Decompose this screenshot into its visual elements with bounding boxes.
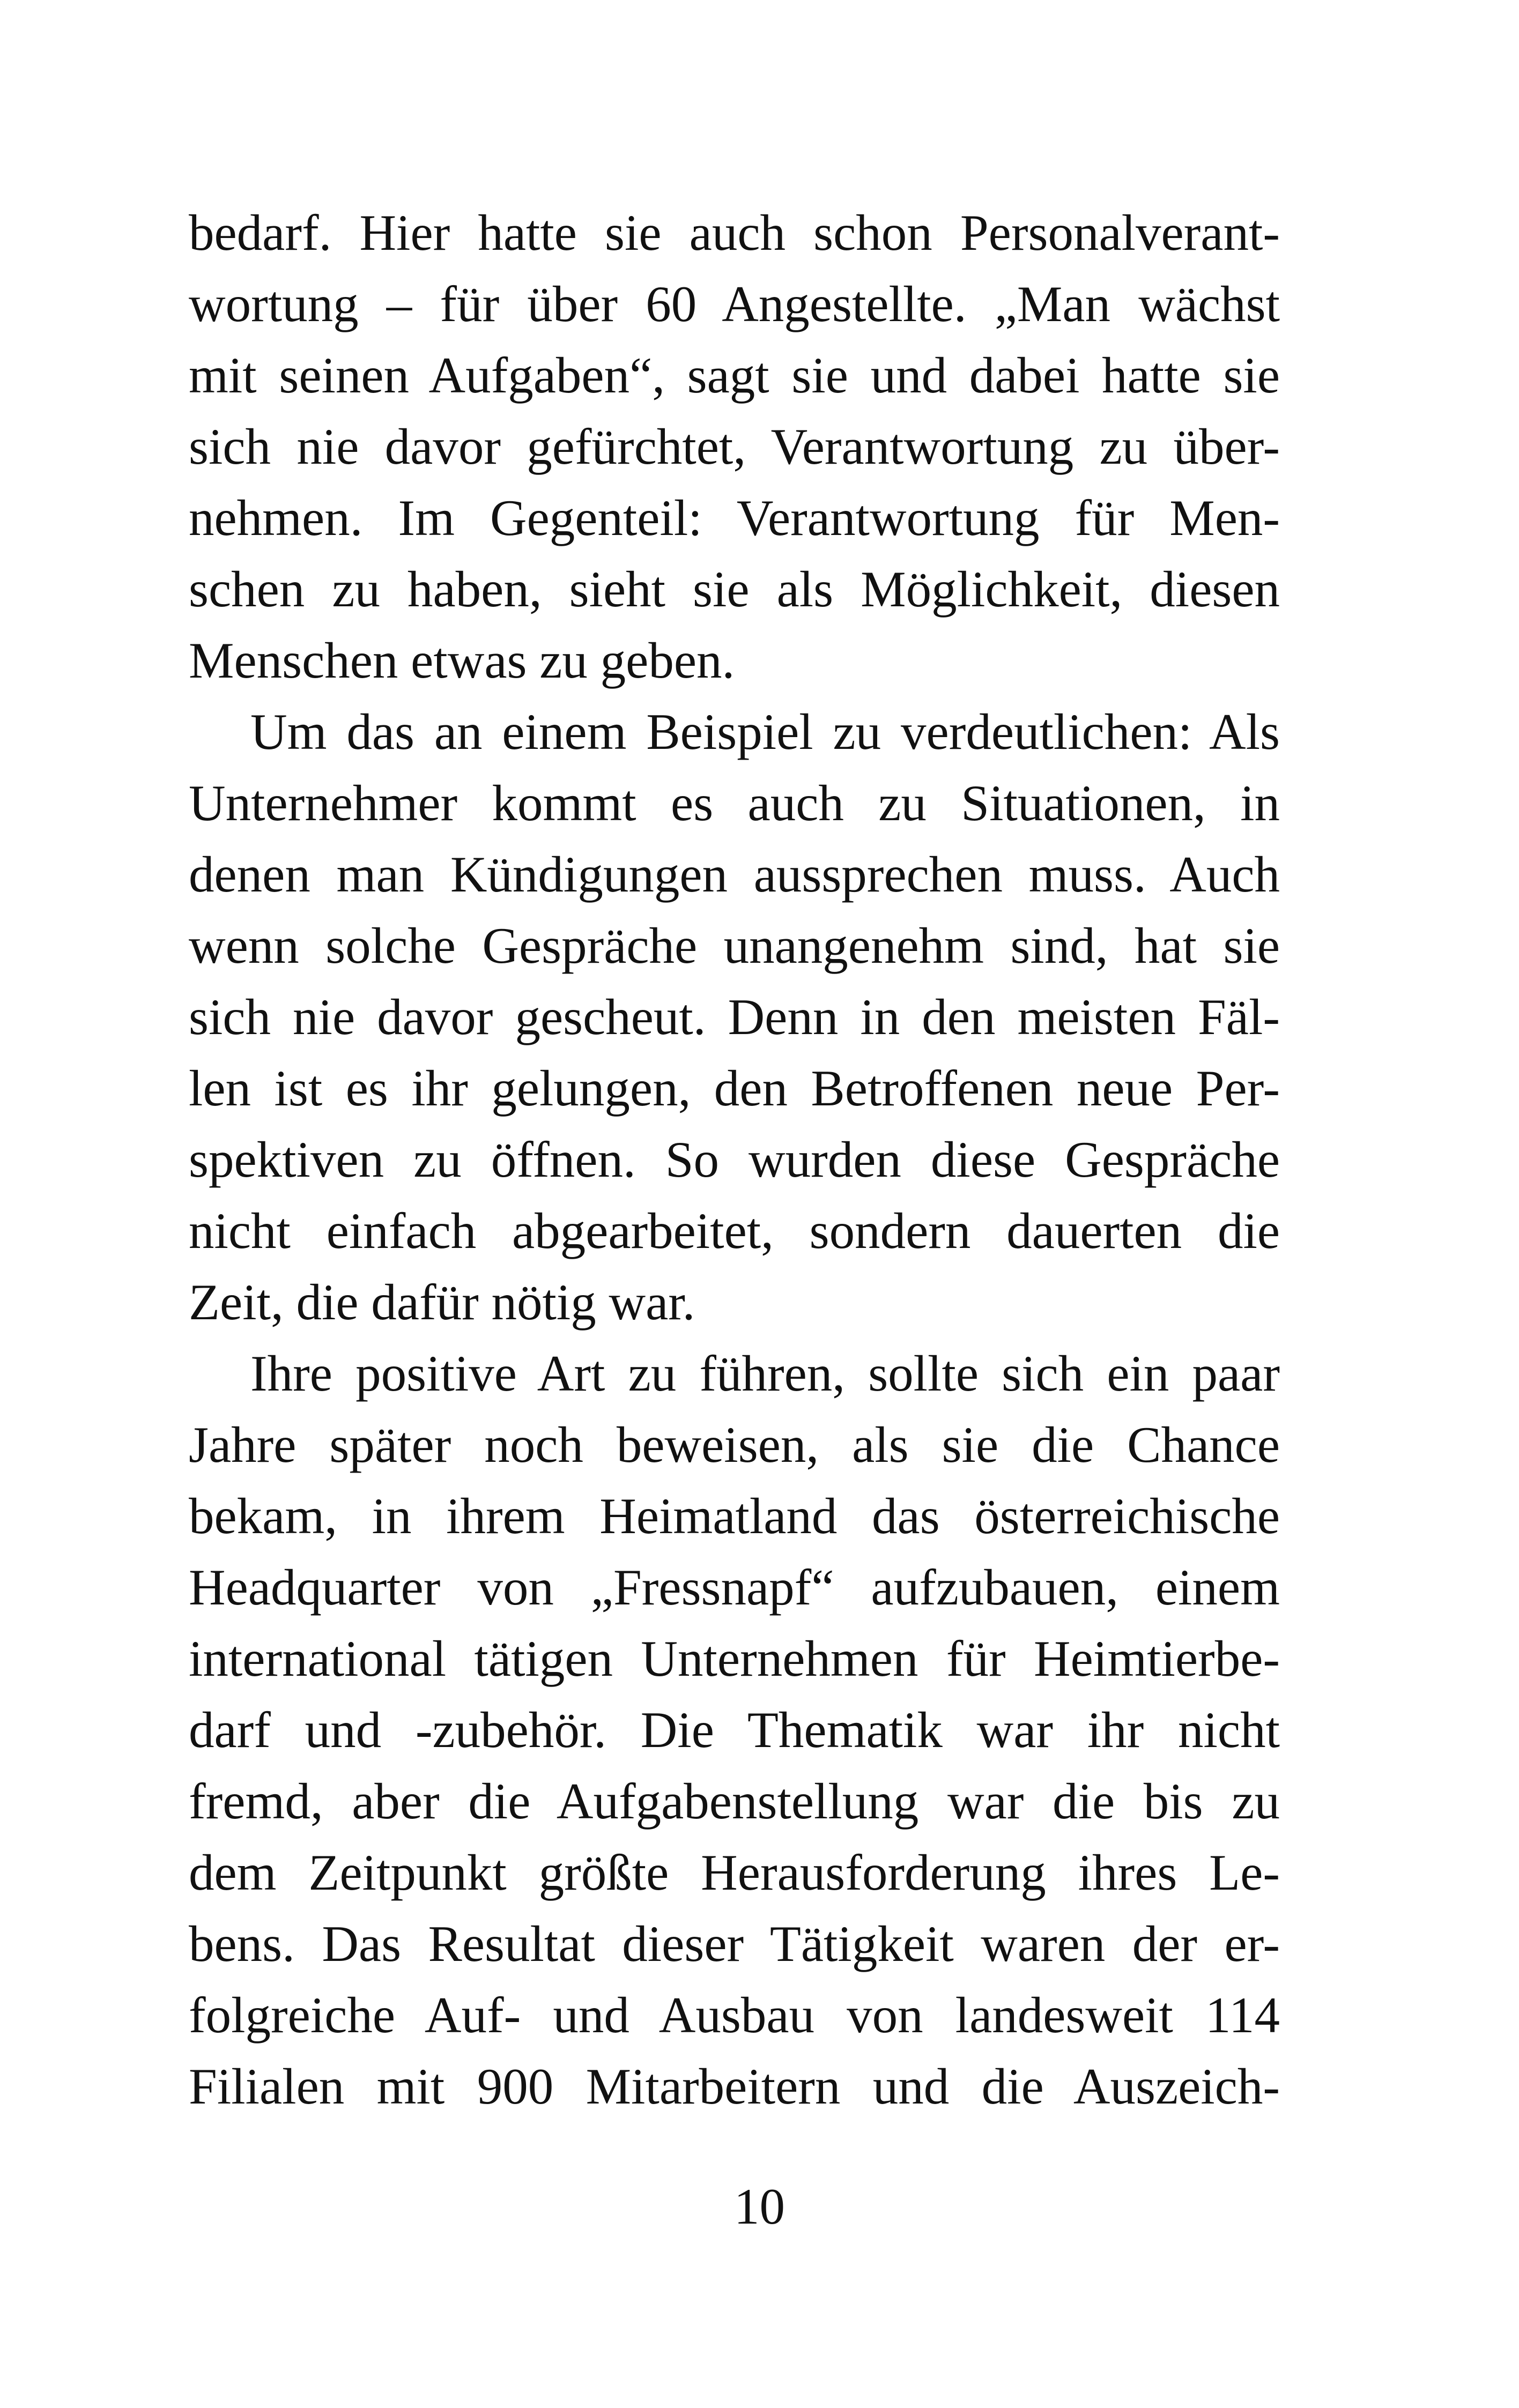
text-line: darf und -zubehör. Die Thematik war ihr nicht: [189, 1701, 1280, 1758]
text-line: Zeit, die dafür nötig war.: [189, 1274, 695, 1331]
text-line: denen man Kündigungen aussprechen muss. Auch: [189, 846, 1280, 903]
page-number: 10: [734, 2178, 785, 2235]
paragraph-1: [189, 197, 1280, 696]
text-line: Headquarter von „Fressnapf“ aufzubauen, einem: [189, 1559, 1280, 1616]
text-line: international tätigen Unternehmen für Heimtierbe-: [189, 1630, 1280, 1687]
text-line: Menschen etwas zu geben.: [189, 632, 735, 689]
text-line: bekam, in ihrem Heimatland das österreichische: [189, 1488, 1280, 1544]
text-line: Unternehmer kommt es auch zu Situationen, in: [189, 775, 1280, 831]
paragraph-2: [189, 696, 1280, 1338]
text-line: sich nie davor gescheut. Denn in den meisten Fäl-: [189, 989, 1280, 1045]
text-line: Filialen mit 900 Mitarbeitern und die Auszeich-: [189, 2058, 1280, 2115]
text-line: spektiven zu öffnen. So wurden diese Gespräche: [189, 1131, 1280, 1188]
text-line: schen zu haben, sieht sie als Möglichkeit, diesen: [189, 561, 1280, 618]
text-line: Um das an einem Beispiel zu verdeutlichen: Als: [250, 703, 1280, 760]
text-line: nicht einfach abgearbeitet, sondern dauerten die: [189, 1202, 1280, 1259]
text-line: Ihre positive Art zu führen, sollte sich ein paar: [250, 1345, 1280, 1402]
body-text: [189, 197, 1280, 2122]
paragraph-3: [189, 1338, 1280, 2122]
text-line: folgreiche Auf- und Ausbau von landesweit 114: [189, 1987, 1280, 2043]
text-line: dem Zeitpunkt größte Herausforderung ihres Le-: [189, 1844, 1280, 1901]
text-line: Jahre später noch beweisen, als sie die Chance: [189, 1416, 1280, 1473]
text-line: mit seinen Aufgaben“, sagt sie und dabei hatte sie: [189, 347, 1280, 404]
text-line: wenn solche Gespräche unangenehm sind, hat sie: [189, 917, 1280, 974]
text-line: bens. Das Resultat dieser Tätigkeit waren der er-: [189, 1915, 1280, 1972]
text-line: sich nie davor gefürchtet, Verantwortung zu über-: [189, 418, 1280, 475]
text-line: bedarf. Hier hatte sie auch schon Personalverant-: [189, 204, 1280, 261]
text-line: nehmen. Im Gegenteil: Verantwortung für Men-: [189, 489, 1280, 546]
text-line: wortung – für über 60 Angestellte. „Man wächst: [189, 276, 1280, 332]
text-line: fremd, aber die Aufgabenstellung war die bis zu: [189, 1773, 1280, 1830]
text-line: len ist es ihr gelungen, den Betroffenen neue Per-: [189, 1060, 1280, 1117]
